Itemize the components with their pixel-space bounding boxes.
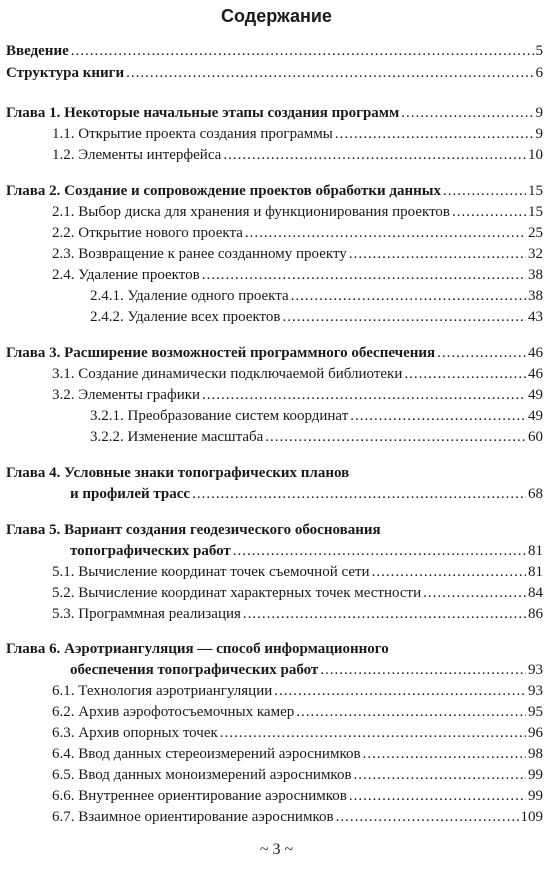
toc-entry-chapter-5 (0, 521, 553, 539)
toc-entry-page: 49 (528, 387, 543, 404)
toc-entry-label: Глава 2. Создание и сопровождение проектов обработки данных (6, 183, 441, 200)
toc-entry-label: и профилей трасс (70, 485, 191, 502)
toc-entry-label: 2.1. Выбор диска для хранения и функционирования проектов (52, 204, 451, 221)
toc-entry-label: 1.2. Элементы интерфейса (52, 147, 222, 163)
toc-entry-label: Глава 5. Вариант создания геодезического обоснования (6, 521, 381, 538)
toc-entry-label: 6.1. Технология аэротриангуляции (52, 683, 273, 700)
toc-leader-dots (283, 308, 527, 326)
toc-entry-chapter-5-cont (0, 542, 553, 560)
toc-entry-label: 2.2. Открытие нового проекта (52, 225, 243, 242)
toc-entry-page: 6 (535, 64, 543, 81)
toc-entry-page: 15 (528, 183, 543, 200)
toc-entry (0, 407, 553, 425)
toc-entry-page: 38 (528, 267, 543, 284)
toc-leader-dots (335, 125, 534, 143)
toc-leader-dots (401, 104, 533, 122)
toc-entry-label: 3.2. Элементы графики (52, 387, 201, 404)
toc-entry-label: 2.4.2. Удаление всех проектов (90, 309, 281, 326)
toc-leader-dots (350, 407, 526, 425)
toc-leader-dots (202, 266, 526, 284)
toc-entry-page: 25 (528, 225, 543, 242)
toc-leader-dots (126, 64, 533, 82)
toc-entry (0, 766, 553, 784)
toc-entry-page: 99 (528, 788, 543, 804)
toc-entry-page: 46 (528, 366, 543, 383)
toc-entry (0, 428, 553, 446)
toc-entry-chapter-3 (0, 344, 553, 362)
toc-entry-page: 49 (528, 408, 543, 425)
toc-leader-dots (349, 245, 526, 263)
toc-entry (0, 724, 553, 742)
toc-entry-label: 5.1. Вычисление координат точек съемочной сети (52, 563, 370, 580)
toc-leader-dots (437, 344, 526, 362)
toc-entry-label: 6.5. Ввод данных моноизмерений аэроснимков (52, 767, 352, 783)
toc-entry (0, 203, 553, 221)
toc-entry (0, 125, 553, 143)
toc-entry-label: 6.2. Архив аэрофотосъемочных камер (52, 704, 295, 721)
toc-entry-page: 15 (528, 204, 543, 221)
toc-entry-page: 38 (528, 288, 543, 305)
toc-entry-chapter-6 (0, 640, 553, 658)
toc-entry-page: 86 (528, 605, 543, 622)
toc-entry-chapter-4 (0, 464, 553, 482)
toc-entry-chapter-2 (0, 182, 553, 200)
toc-entry (0, 245, 553, 263)
toc-entry (0, 703, 553, 721)
toc-leader-dots (336, 808, 519, 826)
toc-entry-page: 84 (528, 584, 543, 601)
page-title: Содержание (221, 6, 332, 26)
toc-leader-dots (291, 287, 526, 305)
toc-leader-dots (296, 703, 526, 721)
toc-entry-page: 93 (528, 662, 543, 679)
toc-entry-label: 6.7. Взаимное ориентирование аэроснимков (52, 809, 334, 825)
toc-entry-chapter-6-cont (0, 661, 553, 679)
toc-entry-page: 99 (528, 767, 543, 783)
toc-entry-page: 5 (535, 43, 543, 59)
toc-leader-dots (372, 563, 526, 581)
toc-leader-dots (404, 365, 526, 383)
toc-entry-introduction (0, 42, 553, 60)
toc-leader-dots (71, 42, 534, 60)
toc-entry-page: 32 (528, 246, 543, 263)
toc-entry-book-structure (0, 64, 553, 82)
toc-entry (0, 584, 553, 602)
toc-entry-page: 98 (528, 746, 543, 762)
toc-leader-dots (349, 787, 526, 805)
page-number: ~ 3 ~ (259, 841, 294, 858)
toc-entry-label: Глава 3. Расширение возможностей программного обеспечения (6, 345, 436, 362)
toc-leader-dots (220, 724, 526, 742)
toc-leader-dots (363, 745, 526, 763)
toc-leader-dots (354, 766, 526, 784)
toc-entry-label: Структура книги (6, 64, 125, 81)
toc-entry (0, 563, 553, 581)
toc-entry (0, 266, 553, 284)
toc-entry (0, 808, 553, 826)
toc-entry-page: 9 (535, 126, 543, 142)
toc-entry-label: 5.2. Вычисление координат характерных точек местности (52, 584, 422, 601)
toc-entry-page: 95 (528, 704, 543, 721)
toc-entry-page: 93 (528, 683, 543, 700)
toc-leader-dots (243, 605, 526, 623)
toc-leader-dots (202, 386, 526, 404)
toc-entry-label: 5.3. Программная реализация (52, 605, 241, 622)
toc-entry-label: 2.4. Удаление проектов (52, 267, 200, 284)
toc-leader-dots (423, 584, 526, 602)
toc-entry-chapter-1 (0, 104, 553, 122)
toc-entry (0, 365, 553, 383)
toc-entry-label: 6.4. Ввод данных стереоизмерений аэроснимков (52, 746, 361, 762)
toc-entry-page: 46 (528, 345, 543, 362)
toc-leader-dots (274, 682, 526, 700)
toc-entry (0, 224, 553, 242)
toc-entry-label: 3.1. Создание динамически подключаемой библиотеки (52, 366, 403, 383)
toc-leader-dots (443, 182, 526, 200)
toc-leader-dots (320, 661, 526, 679)
toc-entry-label: 6.3. Архив опорных точек (52, 725, 218, 742)
toc-entry-page: 81 (528, 542, 543, 559)
toc-entry-label: Глава 6. Аэротриангуляция — способ информационного (6, 641, 389, 658)
toc-entry-label: Глава 1. Некоторые начальные этапы создания программ (6, 105, 400, 121)
toc-entry-label: обеспечения топографических работ (70, 662, 319, 679)
toc-entry-page: 96 (528, 725, 543, 742)
toc-entry-label: топографических работ (70, 542, 231, 559)
toc-entry-page: 109 (520, 809, 543, 825)
toc-entry-page: 60 (528, 429, 543, 446)
toc-entry (0, 308, 553, 326)
toc-entry-page: 68 (528, 485, 543, 502)
toc-entry-page: 10 (528, 147, 543, 163)
toc-entry (0, 386, 553, 404)
toc-entry-label: 3.2.2. Изменение масштаба (90, 429, 264, 446)
toc-leader-dots (245, 224, 526, 242)
toc-entry-label: 1.1. Открытие проекта создания программы (52, 126, 333, 142)
toc-entry-label: Введение (6, 43, 69, 59)
toc-entry-label: Глава 4. Условные знаки топографических планов (6, 464, 350, 481)
toc-entry-page: 81 (528, 563, 543, 580)
toc-entry (0, 745, 553, 763)
toc-leader-dots (452, 203, 526, 221)
toc-entry (0, 682, 553, 700)
toc-entry-chapter-4-cont (0, 485, 553, 503)
toc-leader-dots (233, 542, 526, 560)
toc-entry (0, 287, 553, 305)
toc-entry-page: 9 (535, 105, 543, 121)
toc-leader-dots (265, 428, 526, 446)
toc-entry-label: 2.4.1. Удаление одного проекта (90, 288, 289, 305)
toc-entry-page: 43 (528, 309, 543, 326)
toc-leader-dots (192, 485, 526, 503)
toc-entry-label: 2.3. Возвращение к ранее созданному проекту (52, 246, 347, 263)
toc-entry-label: 6.6. Внутреннее ориентирование аэроснимков (52, 788, 347, 804)
toc-entry (0, 787, 553, 805)
toc-leader-dots (223, 146, 526, 164)
toc-entry-label: 3.2.1. Преобразование систем координат (90, 408, 349, 425)
toc-entry (0, 146, 553, 164)
toc-entry (0, 605, 553, 623)
